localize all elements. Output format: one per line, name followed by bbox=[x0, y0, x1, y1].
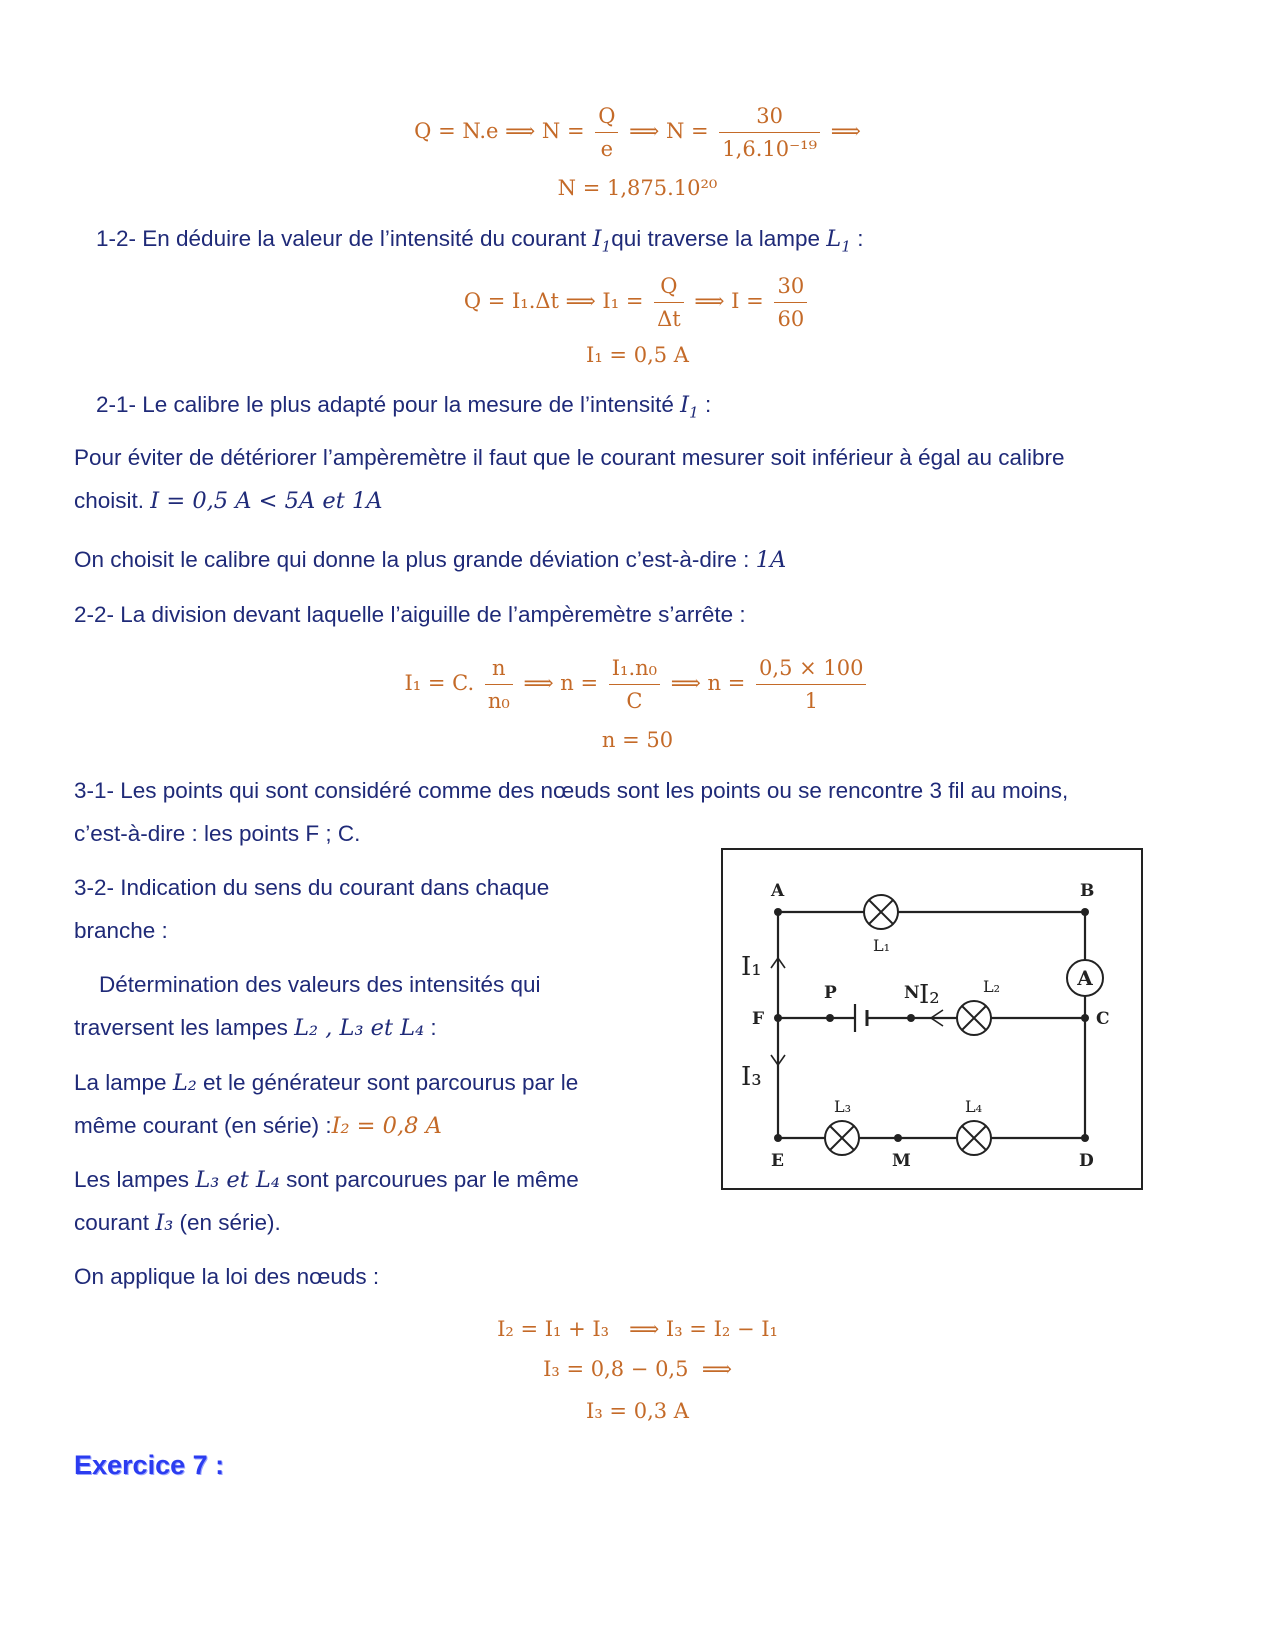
paragraph-choisit: On choisit le calibre qui donne la plus grande déviation c’est-à-dire : 1A bbox=[74, 547, 787, 573]
fraction: $\frac{n}{\text{n₀}}$ bbox=[485, 652, 513, 717]
question-3-1-line1: 3-1- Les points qui sont considéré comme des nœuds sont les points ou se rencontre 3 fil au moins, bbox=[74, 778, 1069, 803]
lampes-line1: Les lampes L₃ et L₄ sont parcourues par le même bbox=[74, 1167, 579, 1193]
label-c: C bbox=[1096, 1009, 1110, 1029]
label-p: P bbox=[824, 983, 837, 1003]
equation-loi-line2: I₃ = 0,8 − 0,5 ⟹ bbox=[543, 1357, 732, 1381]
fraction: $\frac{\text{I₁.n₀}}{C}$ bbox=[609, 652, 660, 717]
label-e: E bbox=[771, 1151, 784, 1171]
node-m bbox=[894, 1134, 902, 1142]
question-1-2: 1-2- En déduire la valeur de l’intensité du courant $I_1qui$ traverse la lampe $L_1$ : bbox=[96, 226, 864, 256]
node-e bbox=[774, 1134, 782, 1142]
fraction: $\frac{30}{60}$ bbox=[774, 270, 807, 335]
paragraph-eviter-line2: choisit. I = 0,5 A < 5A et 1A bbox=[74, 488, 383, 514]
circuit-diagram bbox=[721, 848, 1146, 1193]
node-b bbox=[1081, 908, 1089, 916]
lampe-line1: La lampe L₂ et le générateur sont parcourus par le bbox=[74, 1070, 579, 1096]
equation-result-n50: n = 50 bbox=[601, 728, 674, 752]
label-b: B bbox=[1080, 881, 1095, 901]
label-i1: I₁ bbox=[741, 952, 762, 982]
label-l2: L₂ bbox=[983, 977, 1001, 996]
loi-des-noeuds: On applique la loi des nœuds : bbox=[74, 1264, 380, 1289]
lamp-l1-icon bbox=[864, 895, 898, 929]
label-i3: I₃ bbox=[741, 1062, 762, 1092]
node-n bbox=[907, 1014, 915, 1022]
question-2-1: 2-1- Le calibre le plus adapté pour la mesure de l’intensité $I_1$ : bbox=[96, 392, 712, 422]
label-f: F bbox=[752, 1009, 765, 1029]
node-p bbox=[826, 1014, 834, 1022]
question-3-2-line1: 3-2- Indication du sens du courant dans chaque bbox=[74, 875, 550, 900]
equation-result-n: N = 1,875.10²⁰ bbox=[557, 176, 718, 200]
ammeter-icon bbox=[1067, 960, 1103, 996]
label-d: D bbox=[1079, 1151, 1094, 1171]
equation-division: I₁ = C. $\frac{n}{\text{n₀}}$ ⟹ n = $\frac{\text{I₁.n₀}}{C}$ ⟹ n = $\frac{0,5 \times 100}{1}$ bbox=[0, 652, 1275, 717]
label-m: M bbox=[892, 1151, 911, 1171]
node-a bbox=[774, 908, 782, 916]
question-3-1-line2: c’est-à-dire : les points F ; C. bbox=[74, 821, 361, 846]
node-f bbox=[774, 1014, 782, 1022]
fraction: $\frac{30}{\text{1,6.10⁻¹⁹}}$ bbox=[719, 100, 820, 165]
equation-result-i1: I₁ = 0,5 A bbox=[586, 343, 689, 367]
node-c bbox=[1081, 1014, 1089, 1022]
question-2-2: 2-2- La division devant laquelle l’aiguille de l’ampèremètre s’arrête : bbox=[74, 602, 746, 627]
equation-charge: Q = N.e ⟹ N = $\frac{Q}{e}$ ⟹ N = $\frac{30}{\text{1,6.10⁻¹⁹}}$ ⟹ bbox=[0, 100, 1275, 165]
question-3-2-line2: branche : bbox=[74, 918, 168, 943]
equation-intensity: Q = I₁.Δt ⟹ I₁ = $\frac{Q}{\Delta t}$ ⟹ I = $\frac{30}{60}$ bbox=[0, 270, 1275, 335]
fraction: $\frac{0,5 \times 100}{1}$ bbox=[756, 652, 866, 717]
label-i2: I₂ bbox=[919, 980, 940, 1010]
equation-loi-line1: I₂ = I₁ + I₃ ⟹ I₃ = I₂ − I₁ bbox=[497, 1317, 778, 1341]
lamp-l3-icon bbox=[825, 1121, 859, 1155]
node-d bbox=[1081, 1134, 1089, 1142]
svg-text:A: A bbox=[1077, 966, 1093, 990]
label-a: A bbox=[771, 881, 785, 901]
equation-loi-result: I₃ = 0,3 A bbox=[586, 1399, 689, 1423]
exercise-title: Exercice 7 : bbox=[74, 1450, 225, 1480]
label-n: N bbox=[904, 983, 920, 1003]
lampes-line2: courant I₃ (en série). bbox=[74, 1210, 281, 1236]
fraction: $\frac{Q}{e}$ bbox=[595, 100, 618, 165]
lampe-line2: même courant (en série) :I₂ = 0,8 A bbox=[74, 1113, 442, 1139]
lamp-l2-icon bbox=[957, 1001, 991, 1035]
label-l4: L₄ bbox=[965, 1097, 983, 1116]
determination-line2: traversent les lampes L₂ , L₃ et L₄ : bbox=[74, 1015, 437, 1041]
determination-line1: Détermination des valeurs des intensités qui bbox=[74, 972, 541, 997]
fraction: $\frac{Q}{\Delta t}$ bbox=[654, 270, 684, 335]
label-l3: L₃ bbox=[834, 1097, 852, 1116]
lamp-l4-icon bbox=[957, 1121, 991, 1155]
label-l1: L₁ bbox=[873, 936, 891, 955]
paragraph-eviter-line1: Pour éviter de détériorer l’ampèremètre il faut que le courant mesurer soit inférieur à égal au calibre bbox=[74, 445, 1065, 470]
